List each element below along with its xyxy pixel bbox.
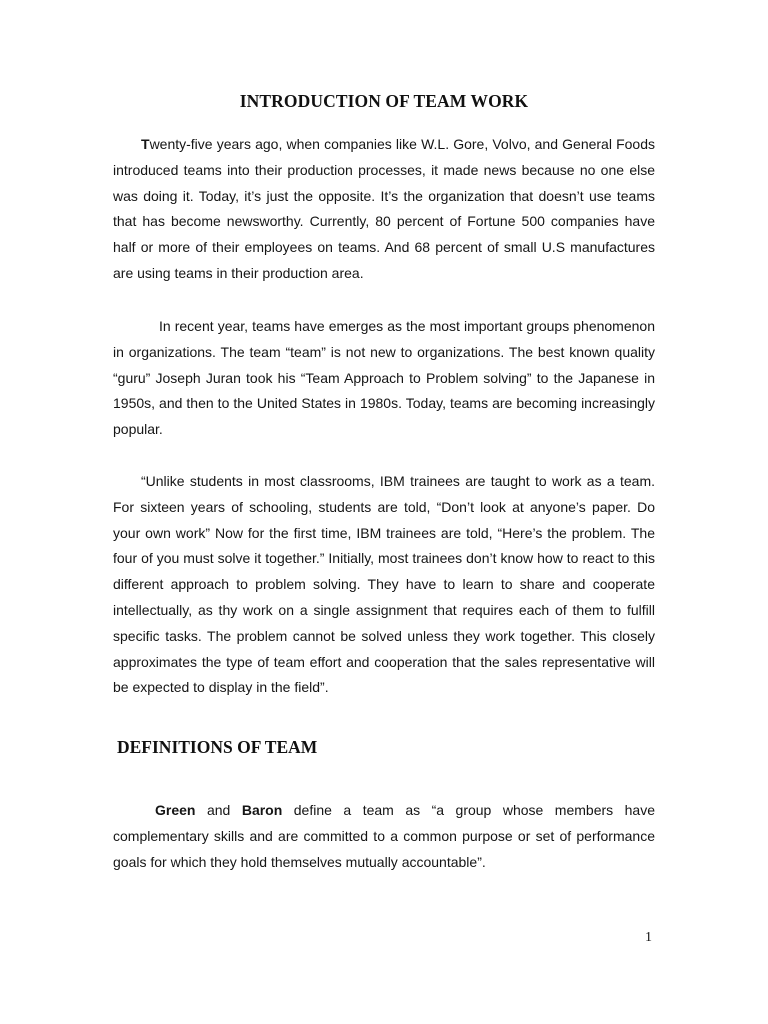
page-number: 1	[645, 930, 652, 945]
author-name: Baron	[241, 802, 283, 818]
paragraph-ibm-quote	[113, 469, 655, 701]
paragraph-text: In recent year, teams have emerges as the most important groups phenomenon in organizations. The team “team” is not new to organizations. The best known quality “guru” Joseph Juran took his “Team Approach to Problem solving” to the Japanese in 1950s, and then to the United States in 1980s. Today, teams are becoming increasingly popular.	[113, 318, 655, 438]
paragraph-text: define a team as “a group whose members have complementary skills and are committed to a common purpose or set of performance goals for which they hold themselves mutually accountable”.	[113, 802, 656, 870]
section-title: DEFINITIONS OF TEAM	[117, 737, 318, 757]
author-name: Green	[155, 802, 196, 818]
paragraph-recent-years	[113, 314, 655, 443]
conjunction: and	[195, 802, 242, 818]
drop-letter: T	[141, 136, 150, 152]
paragraph-intro	[113, 132, 655, 287]
page-title: INTRODUCTION OF TEAM WORK	[239, 91, 529, 111]
paragraph-text: wenty-five years ago, when companies like W.L. Gore, Volvo, and General Foods introduced teams into their production processes, it made news because no one else was doing it. Today, it’s just the opposite. It’s the organization that doesn’t use teams that has become newsworthy. Currently, 80 percent of Fortune 500 companies have half or more of their employees on teams. And 68 percent of small U.S manufactures are using teams in their production area.	[113, 136, 655, 281]
paragraph-text: “Unlike students in most classrooms, IBM trainees are taught to work as a team. For sixteen years of schooling, students are told, “Don’t look at anyone’s paper. Do your own work” Now for the first time, IBM trainees are told, “Here’s the problem. The four of you must solve it together.” Initially, most trainees don’t know how to react to this different approach to problem solving. They have to learn to share and cooperate intellectually, as thy work on a single assignment that requires each of them to fulfill specific tasks. The problem cannot be solved unless they work together. This closely approximates the type of team effort and cooperation that the sales representative will be expected to display in the field”.	[113, 473, 655, 696]
paragraph-definition	[113, 798, 655, 875]
